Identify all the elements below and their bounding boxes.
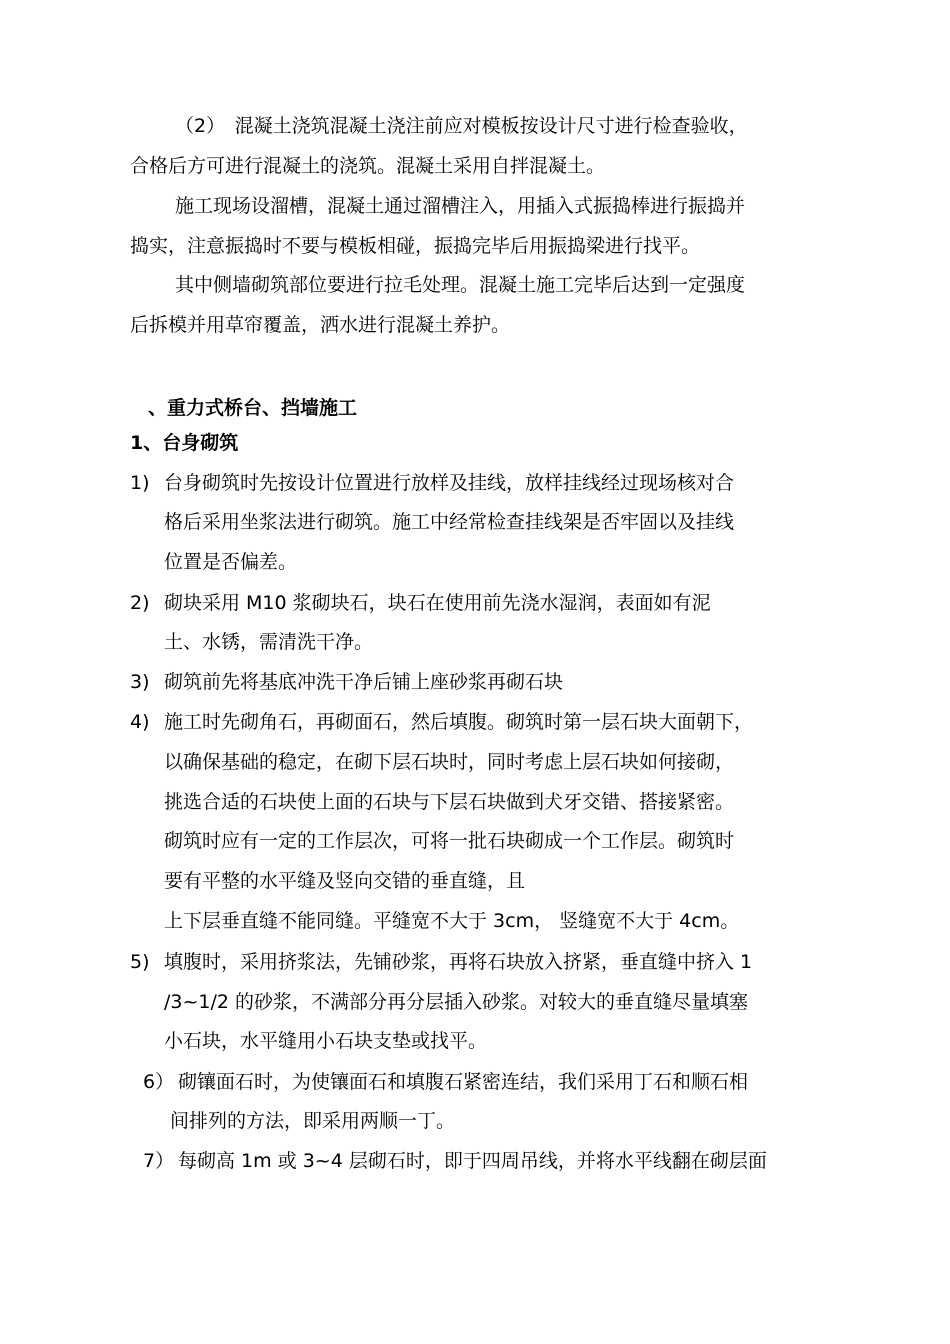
item-4-number: 4)	[130, 711, 150, 733]
section-heading: 、重力式桥台、挡墙施工	[148, 397, 358, 419]
item-3-number: 3)	[130, 671, 150, 693]
subsection-heading: 1、台身砌筑	[130, 432, 239, 454]
paragraph-2-line-2: 捣实，注意振捣时不要与模板相碰，振捣完毕后用振捣梁进行找平。	[130, 235, 701, 257]
item-2-line-2: 土、水锈，需清洗干净。	[164, 631, 374, 653]
item-2-line-1: 砌块采用 M10 浆砌块石，块石在使用前先浇水湿润，表面如有泥	[164, 592, 711, 614]
item-1-line-2: 格后采用坐浆法进行砌筑。施工中经常检查挂线架是否牢固以及挂线	[164, 511, 735, 533]
item-4-line-6: 上下层垂直缝不能同缝。平缝宽不大于 3cm， 竖缝宽不大于 4cm。	[164, 910, 740, 932]
item-2-number: 2)	[130, 592, 150, 614]
item-7-number: 7）	[143, 1150, 175, 1172]
item-5-line-3: 小石块，水平缝用小石块支垫或找平。	[164, 1030, 488, 1052]
item-4-line-5: 要有平整的水平缝及竖向交错的垂直缝，且	[164, 870, 526, 892]
item-4-line-3: 挑选合适的石块使上面的石块与下层石块做到犬牙交错、搭接紧密。	[164, 791, 735, 813]
item-1-number: 1)	[130, 472, 150, 494]
item-1-line-1: 台身砌筑时先按设计位置进行放样及挂线，放样挂线经过现场核对合	[164, 472, 735, 494]
paragraph-2-line-1: 施工现场设溜槽，混凝土通过溜槽注入，用插入式振捣棒进行振捣并	[175, 195, 746, 217]
item-5-number: 5)	[130, 951, 150, 973]
item-4-line-1: 施工时先砌角石，再砌面石，然后填腹。砌筑时第一层石块大面朝下，	[164, 711, 754, 733]
item-6-number: 6）	[143, 1071, 175, 1093]
paragraph-3-line-2: 后拆模并用草帘覆盖，洒水进行混凝土养护。	[130, 314, 511, 336]
item-1-line-3: 位置是否偏差。	[164, 551, 298, 573]
item-7-line-1: 每砌高 1m 或 3~4 层砌石时，即于四周吊线，并将水平线翻在砌层面	[178, 1150, 767, 1172]
paragraph-1-line-1: （2） 混凝土浇筑混凝土浇注前应对模板按设计尺寸进行检查验收，	[175, 115, 748, 137]
paragraph-3-line-1: 其中侧墙砌筑部位要进行拉毛处理。混凝土施工完毕后达到一定强度	[175, 274, 746, 296]
item-5-line-1: 填腹时，采用挤浆法，先铺砂浆，再将石块放入挤紧，垂直缝中挤入 1	[164, 951, 753, 973]
item-6-line-2: 间排列的方法，即采用两顺一丁。	[170, 1110, 456, 1132]
item-3-line-1: 砌筑前先将基底冲洗干净后铺上座砂浆再砌石块	[164, 671, 564, 693]
item-5-line-2: /3~1/2 的砂浆，不满部分再分层插入砂浆。对较大的垂直缝尽量填塞	[164, 991, 749, 1013]
paragraph-1-line-2: 合格后方可进行混凝土的浇筑。混凝土采用自拌混凝土。	[130, 155, 606, 177]
item-4-line-4: 砌筑时应有一定的工作层次，可将一批石块砌成一个工作层。砌筑时	[164, 830, 735, 852]
item-6-line-1: 砌镶面石时，为使镶面石和填腹石紧密连结，我们采用丁石和顺石相	[178, 1071, 749, 1093]
item-4-line-2: 以确保基础的稳定，在砌下层石块时，同时考虑上层石块如何接砌，	[164, 751, 735, 773]
